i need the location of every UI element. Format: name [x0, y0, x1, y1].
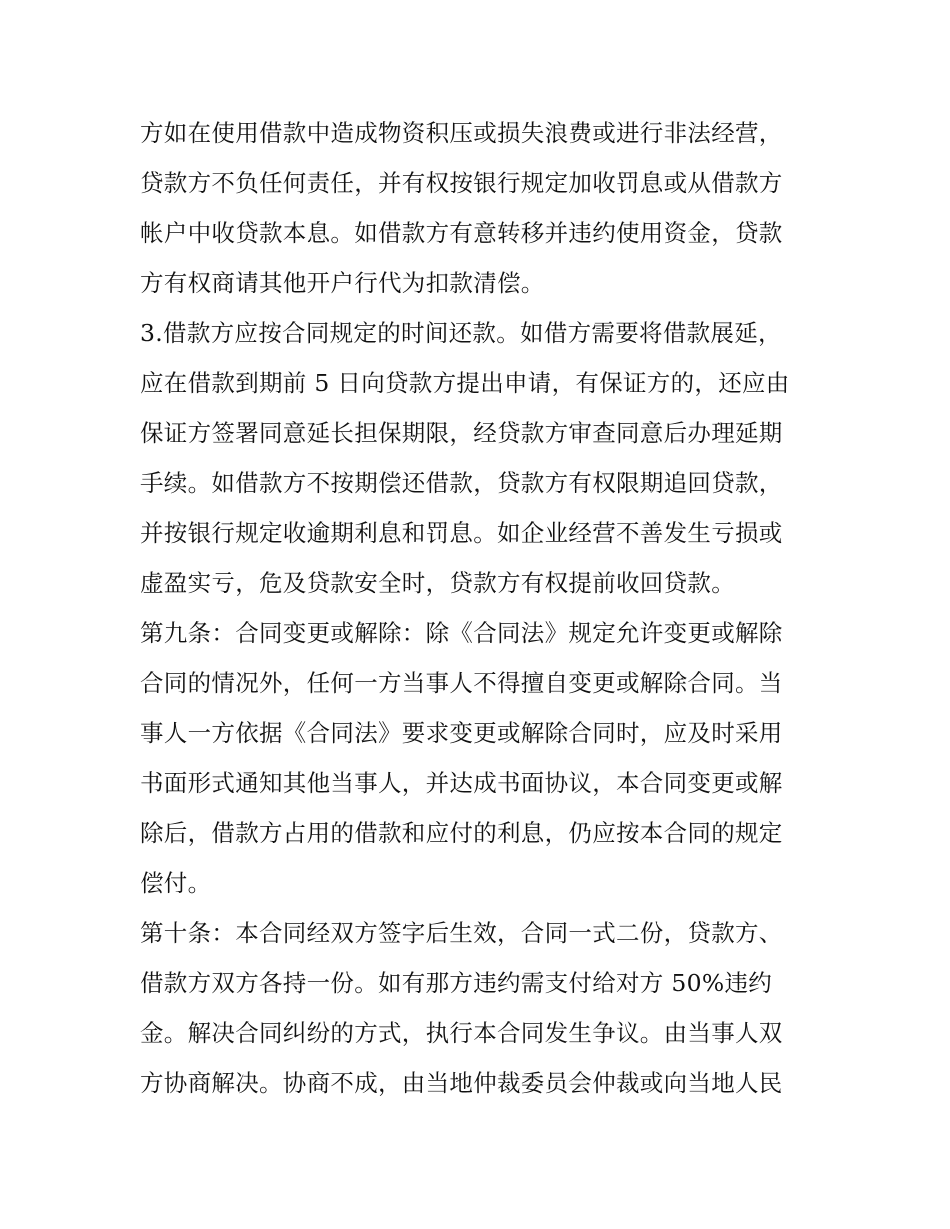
text-line: 偿付。: [140, 869, 212, 897]
text-line: 手续。如借款方不按期偿还借款，贷款方有权限期追回贷款，: [140, 469, 783, 497]
text-line: 贷款方不负任何责任，并有权按银行规定加收罚息或从借款方: [140, 169, 783, 197]
text-line: 方协商解决。协商不成，由当地仲裁委员会仲裁或向当地人民: [140, 1069, 783, 1097]
text-line: 并按银行规定收逾期利息和罚息。如企业经营不善发生亏损或: [140, 519, 783, 547]
text-line: 方有权商请其他开户行代为扣款清偿。: [140, 269, 545, 297]
text-line: 第九条：合同变更或解除：除《合同法》规定允许变更或解除: [140, 619, 783, 647]
text-line: 虚盈实亏，危及贷款安全时，贷款方有权提前收回贷款。: [140, 569, 735, 597]
text-line: 应在借款到期前 5 日向贷款方提出申请，有保证方的，还应由: [140, 369, 790, 397]
text-line: 合同的情况外，任何一方当事人不得擅自变更或解除合同。当: [140, 669, 783, 697]
text-line: 事人一方依据《合同法》要求变更或解除合同时，应及时采用: [140, 719, 783, 747]
text-line: 书面形式通知其他当事人，并达成书面协议，本合同变更或解: [140, 769, 783, 797]
text-line: 除后，借款方占用的借款和应付的利息，仍应按本合同的规定: [140, 819, 783, 847]
text-line: 帐户中收贷款本息。如借款方有意转移并违约使用资金，贷款: [140, 219, 783, 247]
text-line: 借款方双方各持一份。如有那方违约需支付给对方 50%违约: [140, 969, 773, 997]
document-body: [140, 108, 820, 1108]
text-line: 3.借款方应按合同规定的时间还款。如借方需要将借款展延，: [140, 319, 782, 347]
text-line: 保证方签署同意延长担保期限，经贷款方审查同意后办理延期: [140, 419, 783, 447]
text-line: 第十条：本合同经双方签字后生效，合同一式二份，贷款方、: [140, 919, 783, 947]
text-line: 方如在使用借款中造成物资积压或损失浪费或进行非法经营，: [140, 119, 783, 147]
text-line: 金。解决合同纠纷的方式，执行本合同发生争议。由当事人双: [140, 1019, 783, 1047]
